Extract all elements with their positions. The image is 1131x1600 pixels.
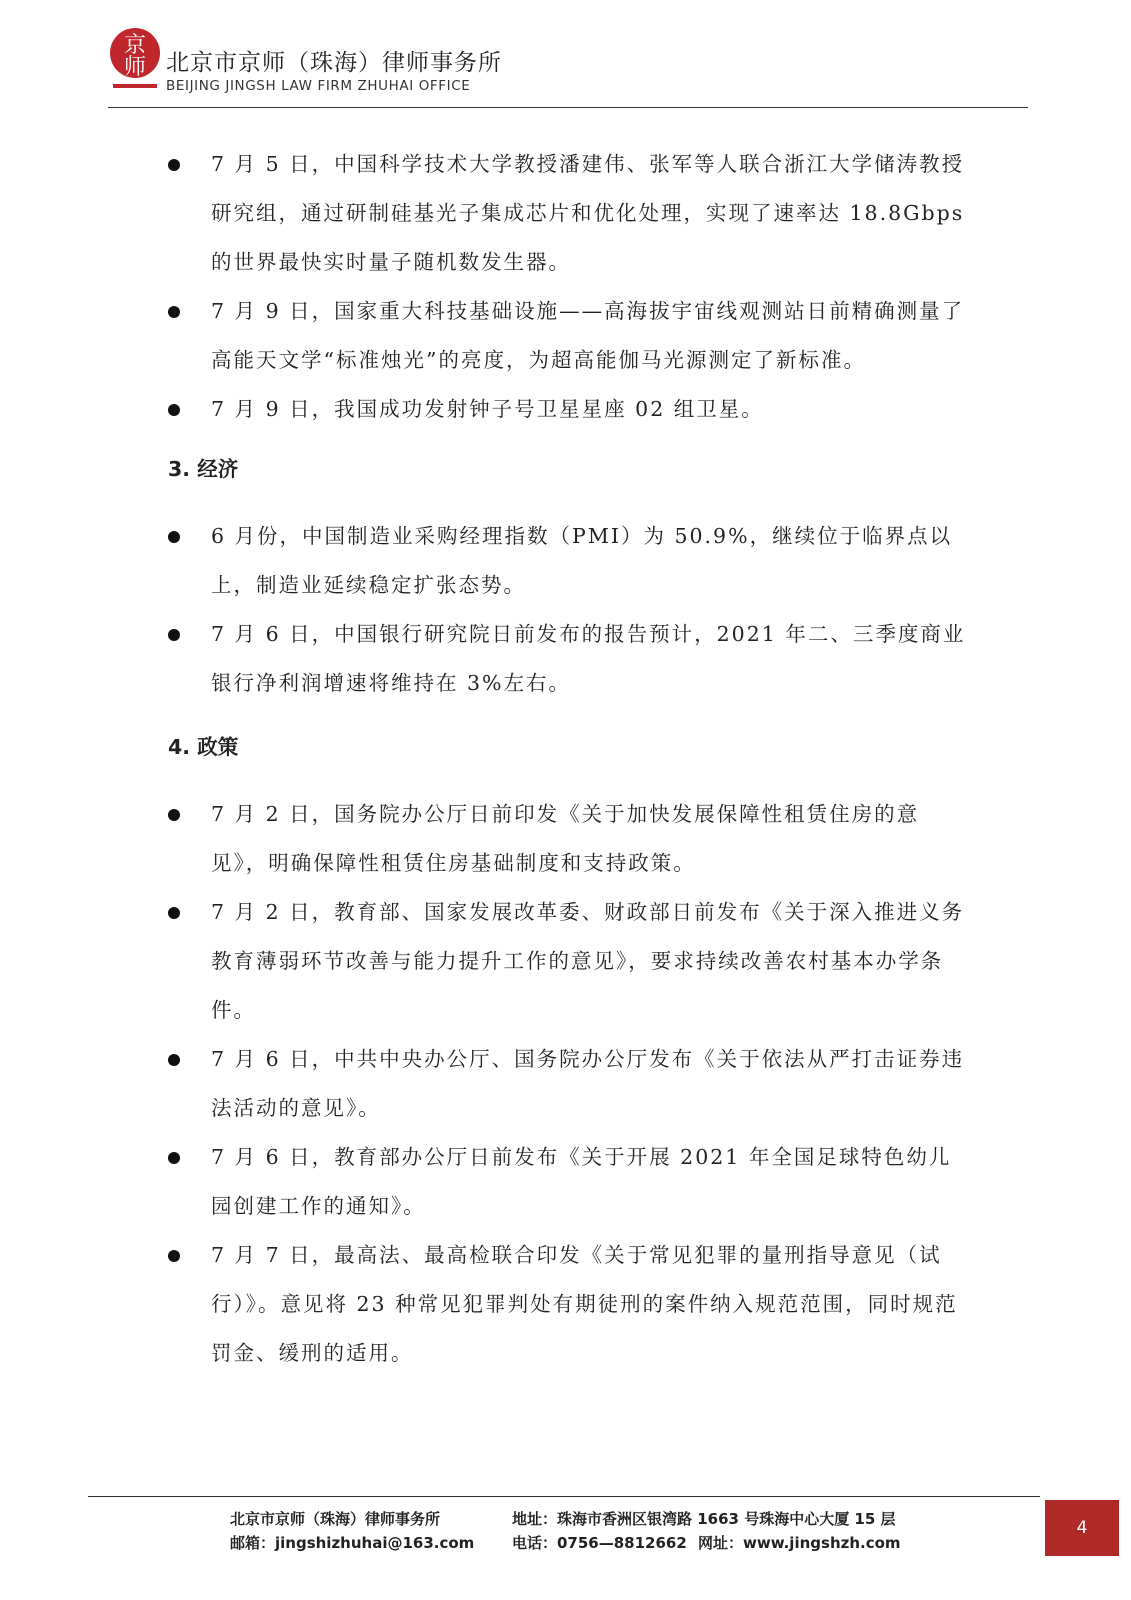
footer-divider xyxy=(88,1496,1040,1497)
bullet-icon xyxy=(168,404,180,416)
footer-website: 网址：www.jingshzh.com xyxy=(698,1534,901,1552)
list-item-text: 7 月 9 日，国家重大科技基础设施——高海拔宇宙线观测站日前精确测量了高能天文学“标准烛光”的亮度，为超高能伽马光源测定了新标准。 xyxy=(211,299,965,372)
bullet-icon xyxy=(168,1152,180,1164)
list-item xyxy=(168,1035,968,1133)
firm-name-cn: 北京市京师（珠海）律师事务所 xyxy=(166,50,502,76)
footer-email: 邮箱：jingshizhuhai@163.com xyxy=(230,1534,475,1552)
list-item-text: 7 月 6 日，中共中央办公厅、国务院办公厅发布《关于依法从严打击证券违法活动的意见》。 xyxy=(211,1047,965,1120)
list-item-text: 7 月 9 日，我国成功发射钟子号卫星星座 02 组卫星。 xyxy=(211,397,764,421)
list-item-text: 7 月 2 日，教育部、国家发展改革委、财政部日前发布《关于深入推进义务教育薄弱环节改善与能力提升工作的意见》，要求持续改善农村基本办学条件。 xyxy=(211,900,965,1022)
list-item-text: 7 月 6 日，中国银行研究院日前发布的报告预计，2021 年二、三季度商业银行净利润增速将维持在 3%左右。 xyxy=(211,622,966,695)
logo-glyph-1: 京 xyxy=(123,33,147,58)
list-item xyxy=(168,888,968,1035)
list-item xyxy=(168,790,968,888)
list-item xyxy=(168,610,968,708)
footer-address: 地址：珠海市香洲区银湾路 1663 号珠海中心大厦 15 层 xyxy=(512,1510,896,1528)
bullet-icon xyxy=(168,629,180,641)
section-heading-economy: 3. 经济 xyxy=(168,457,239,481)
list-item-text: 7 月 2 日，国务院办公厅日前印发《关于加快发展保障性租赁住房的意见》，明确保障性租赁住房基础制度和支持政策。 xyxy=(211,802,920,875)
list-item-text: 7 月 7 日，最高法、最高检联合印发《关于常见犯罪的量刑指导意见（试行）》。意见将 23 种常见犯罪判处有期徒刑的案件纳入规范范围，同时规范罚金、缓刑的适用。 xyxy=(211,1243,958,1365)
page-header xyxy=(108,20,1028,108)
list-item xyxy=(168,287,968,385)
bullet-icon xyxy=(168,1250,180,1262)
footer-firm: 北京市京师（珠海）律师事务所 xyxy=(230,1510,441,1528)
list-item xyxy=(168,512,968,610)
list-item-text: 7 月 6 日，教育部办公厅日前发布《关于开展 2021 年全国足球特色幼儿园创建工作的通知》。 xyxy=(211,1145,952,1218)
list-item xyxy=(168,1231,968,1378)
firm-logo xyxy=(108,22,162,92)
list-item xyxy=(168,1133,968,1231)
bullet-icon xyxy=(168,907,180,919)
bullet-icon xyxy=(168,809,180,821)
page-number: 4 xyxy=(1045,1500,1119,1556)
bullet-icon xyxy=(168,306,180,318)
bullet-icon xyxy=(168,531,180,543)
document-body xyxy=(168,140,968,1378)
bullet-icon xyxy=(168,159,180,171)
list-item xyxy=(168,385,968,434)
list-item-text: 7 月 5 日，中国科学技术大学教授潘建伟、张军等人联合浙江大学储涛教授研究组，通过研制硅基光子集成芯片和优化处理，实现了速率达 18.8Gbps 的世界最快实时量子随机数发生器。 xyxy=(211,152,965,274)
bullet-icon xyxy=(168,1054,180,1066)
header-divider xyxy=(108,107,1028,108)
list-item-text: 6 月份，中国制造业采购经理指数（PMI）为 50.9%，继续位于临界点以上，制造业延续稳定扩张态势。 xyxy=(211,524,953,597)
logo-glyph-2: 师 xyxy=(123,55,147,80)
firm-name-en: BEIJING JINGSH LAW FIRM ZHUHAI OFFICE xyxy=(166,78,471,94)
footer-phone: 电话：0756—8812662 xyxy=(512,1534,687,1552)
list-item xyxy=(168,140,968,287)
section-heading-policy: 4. 政策 xyxy=(168,735,239,759)
